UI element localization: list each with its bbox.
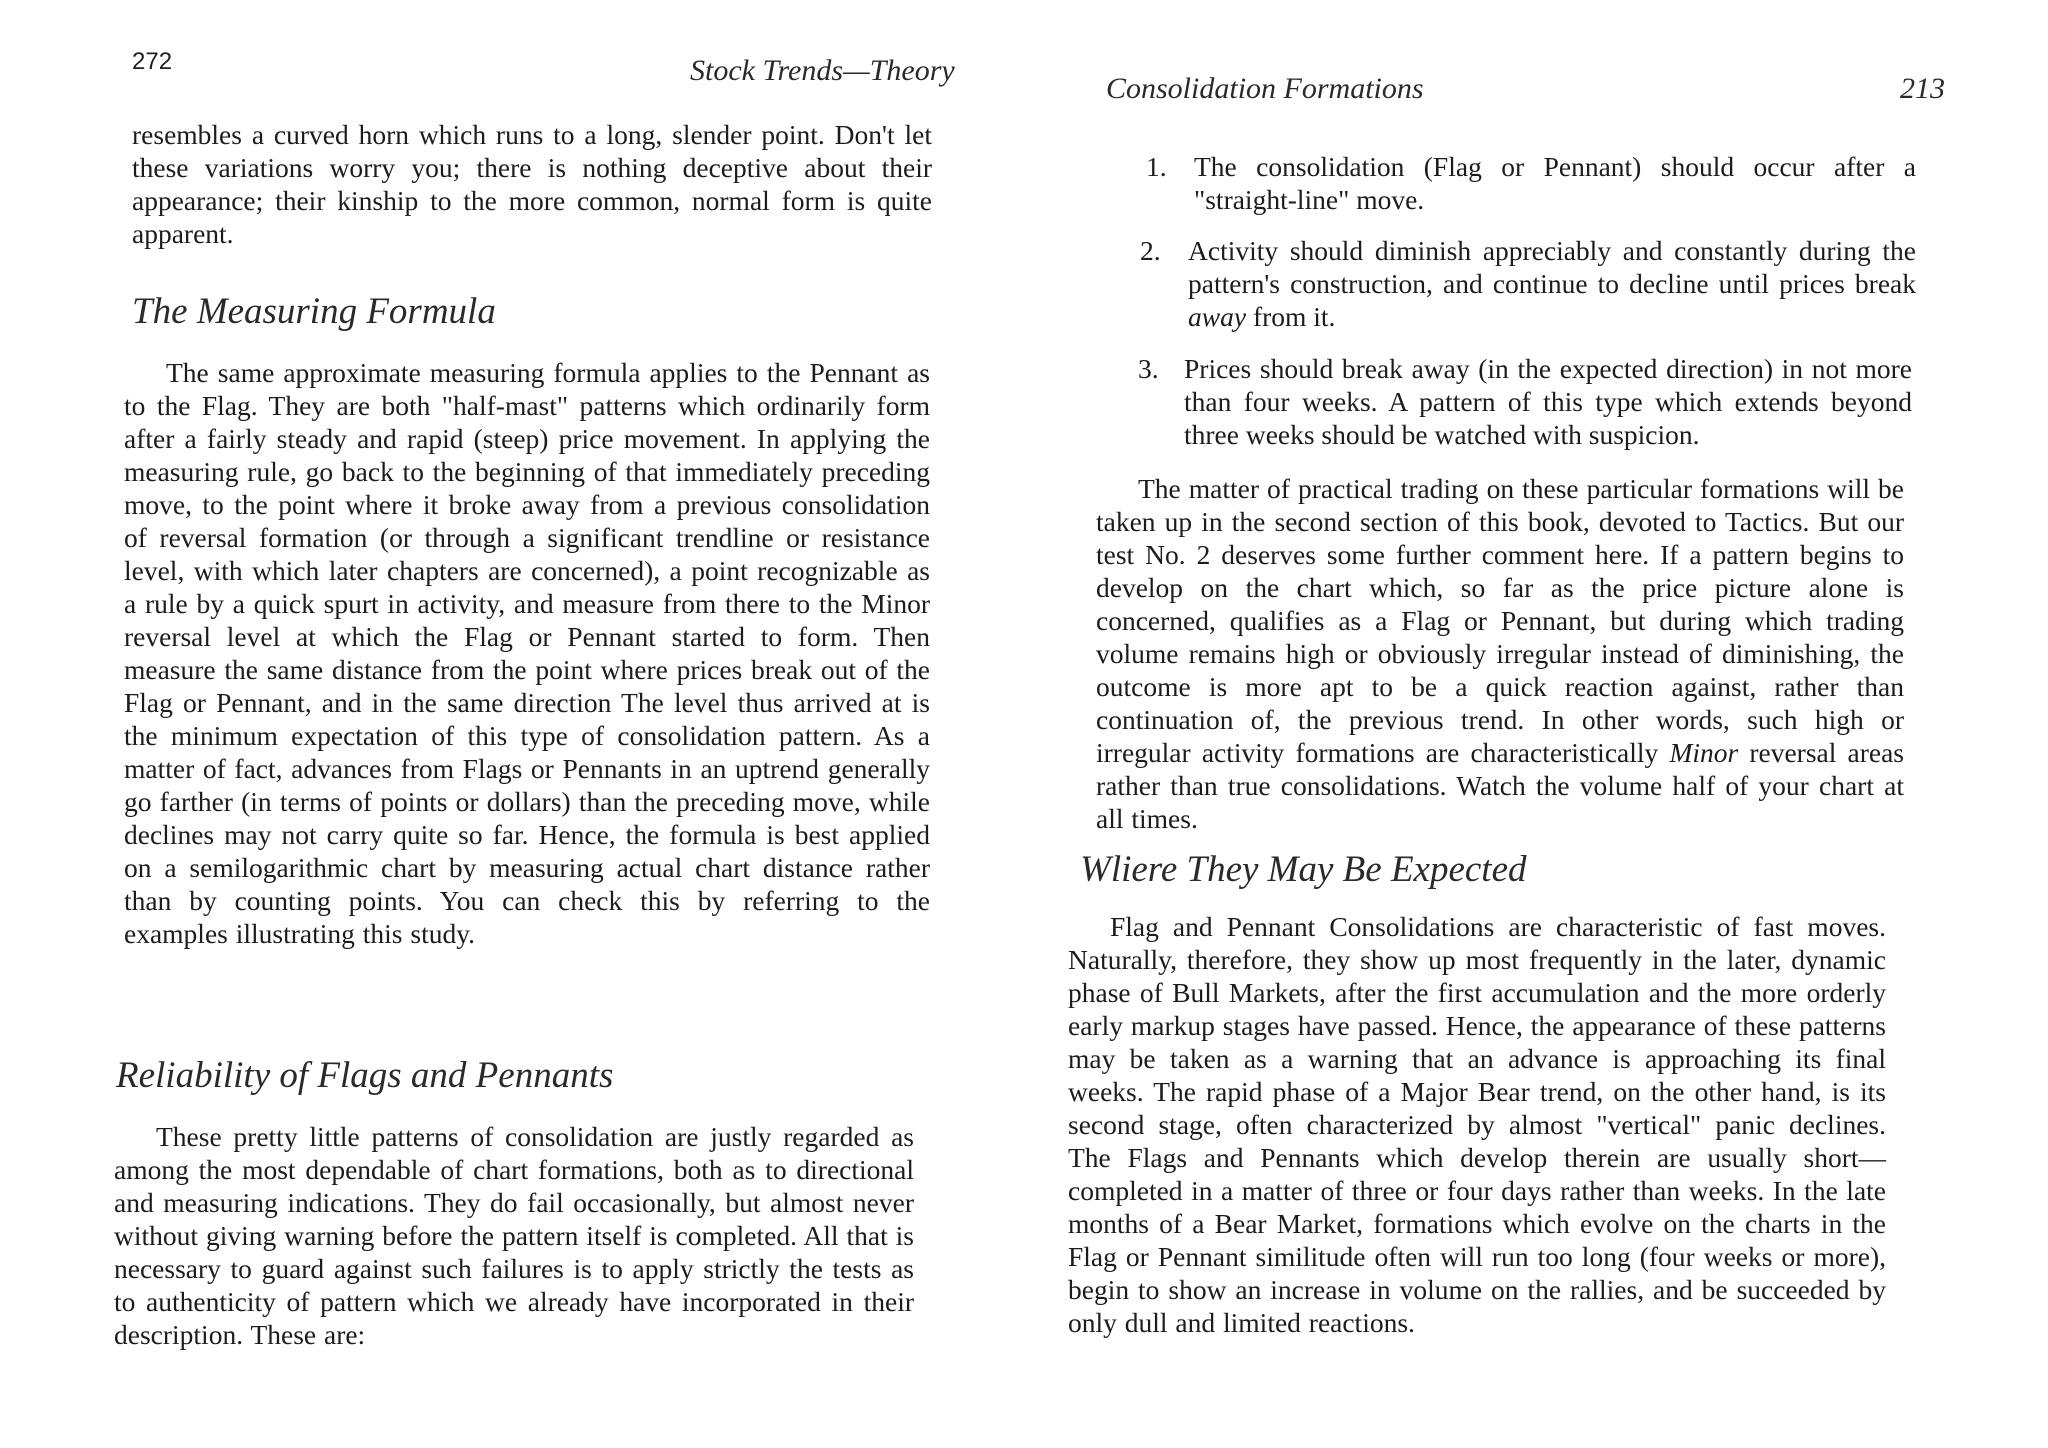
continuation-paragraph: resembles a curved horn which runs to a long, slender point. Don't let these variations worry you; there is nothing deceptive about their appearance; their kinship to the more common, normal form is quite apparent. xyxy=(132,119,932,249)
list-number: 1. xyxy=(1146,151,1167,182)
reliability-paragraph: These pretty little patterns of consolidation are justly regarded as among the most dependable of chart formations, both as to directional and measuring indications. They do fail occasionally, but almost never without giving warning before the pattern itself is completed. All that is necessary to guard against such failures is to apply strictly the tests as to authenticity of pattern which we already have incorporated in their description. These are: xyxy=(114,1121,914,1350)
right-page xyxy=(1020,0,2048,1448)
left-page-number: 272 xyxy=(132,48,173,75)
heading-measuring-formula: The Measuring Formula xyxy=(132,291,496,332)
list-number: 3. xyxy=(1138,353,1159,384)
where-expected-paragraph: Flag and Pennant Consolidations are characteristic of fast moves. Naturally, therefore, they show up most frequently in the later, dynamic phase of Bull Markets, after the first accumulation and the more orderly early markup stages have passed. Hence, the appearance of these patterns may be taken as a warning that an advance is approaching its final weeks. The rapid phase of a Major Bear trend, on the other hand, is its second stage, often characterized by almost "vertical" panic declines. The Flags and Pennants which develop therein are usually short—completed in a matter of three or four days rather than weeks. In the late months of a Bear Market, formations which evolve on the charts in the Flag or Pennant similitude often will run too long (four weeks or more), begin to show an increase in volume on the rallies, and be succeeded by only dull and limited reactions. xyxy=(1068,911,1886,1338)
practical-trading-paragraph: The matter of practical trading on these particular formations will be taken up in the second section of this book, devoted to Tactics. But our test No. 2 deserves some further comment here. If a pattern begins to develop on the chart which, so far as the price picture alone is concerned, qualifies as a Flag or Pennant, but during which trading volume remains high or obviously irregular instead of diminishing, the outcome is more apt to be a quick reaction against, rather than continuation of, the previous trend. In other words, such high or irregular activity formations are characteristically Minor reversal areas rather than true consolidations. Watch the volume half of your chart at all times. xyxy=(1096,473,1904,834)
heading-reliability: Reliability of Flags and Pennants xyxy=(116,1055,614,1096)
heading-where-expected: Wliere They May Be Expected xyxy=(1080,849,1527,890)
list-item-1: The consolidation (Flag or Pennant) should occur after a "straight-line" move. xyxy=(1194,151,1916,215)
list-item-2: Activity should diminish appreciably and constantly during the pattern's construction, and continue to decline until prices break away from it. xyxy=(1188,235,1916,332)
left-running-head: Stock Trends—Theory xyxy=(690,54,955,87)
list-number: 2. xyxy=(1140,235,1161,266)
left-page xyxy=(0,0,1000,1448)
right-running-head: Consolidation Formations xyxy=(1106,72,1424,105)
measuring-formula-paragraph: The same approximate measuring formula applies to the Pennant as to the Flag. They are both "half-mast" patterns which ordinarily form after a fairly steady and rapid (steep) price movement. In applying the measuring rule, go back to the beginning of that immediately preceding move, to the point where it broke away from a previous consolidation of reversal formation (or through a significant trendline or resistance level, with which later chapters are concerned), a point recognizable as a rule by a quick spurt in activity, and measure from there to the Minor reversal level at which the Flag or Pennant started to form. Then measure the same distance from the point where prices break out of the Flag or Pennant, and in the same direction The level thus arrived at is the minimum expectation of this type of consolidation pattern. As a matter of fact, advances from Flags or Pennants in an uptrend generally go farther (in terms of points or dollars) than the preceding move, while declines may not carry quite so far. Hence, the formula is best applied on a semilogarithmic chart by measuring actual chart distance rather than by counting points. You can check this by referring to the examples illustrating this study. xyxy=(124,357,930,949)
right-page-number: 213 xyxy=(1900,72,1945,105)
list-item-3: Prices should break away (in the expected direction) in not more than four weeks. A pattern of this type which extends beyond three weeks should be watched with suspicion. xyxy=(1184,353,1912,450)
